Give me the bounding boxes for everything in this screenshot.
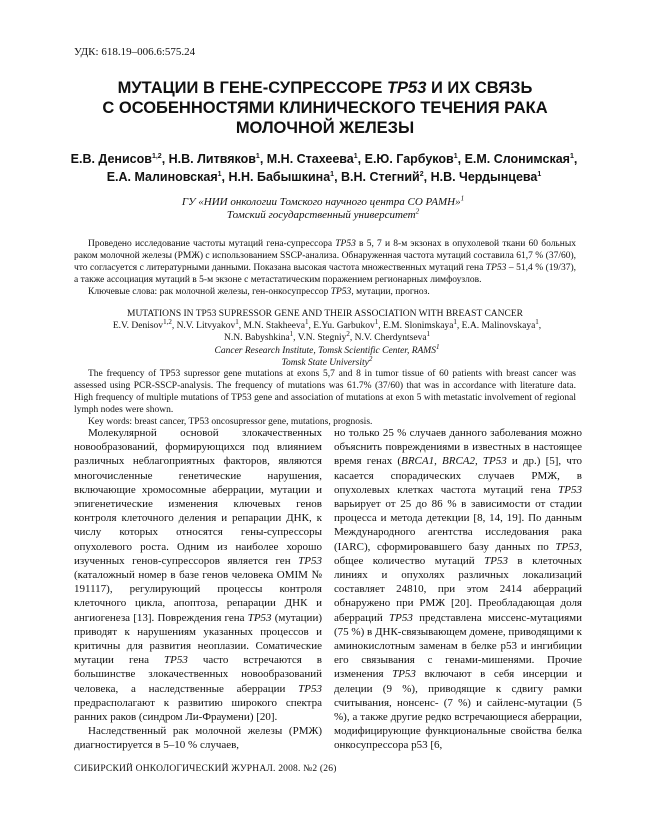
abstract-english xyxy=(74,368,576,428)
english-author-list: E.V. Denisov$^{1,2}$, N.V. Litvyakov$^1$, M.N. Stakheeva$^1$, E.Yu. Garbukov$^1$, E.M. Slonimskaya$^1$, E.A. Malinovskaya$^1$, N.N. Babyshkina$^1$, V.N. Stegniy$^2$, N.V. Cherdyntseva$^1$ xyxy=(112,317,542,343)
english-title: MUTATIONS IN TP53 SUPRESSOR GENE AND THEIR ASSOCIATION WITH BREAST CANCER xyxy=(127,309,523,319)
title-line1: МУТАЦИИ В ГЕНЕ-СУПРЕССОРЕ xyxy=(117,79,383,97)
udk-code: УДК: 618.19–006.6:575.24 xyxy=(74,46,196,58)
title-line1-end: И ИХ СВЯЗЬ xyxy=(430,79,533,97)
affiliation-1: ГУ «НИИ онкологии Томского научного центра СО РАМН» xyxy=(181,196,461,208)
author: Н.Н. Бабышкина$^1$, xyxy=(228,170,342,184)
body-paragraph: Молекулярной основой злокачественных новообразований, формирующихся под влиянием различных неблагоприятных факторов, являются многочисленные генетические нарушения, включающие хромосомные аберрации, мутации и эпигенетические изменения ключевых генов контроля клеточного деления и репарации ДНК, к числу которых относятся гены-супрессоры опухолевого роста. Одним из наиболее хорошо изученных генов-супрессоров является ген TP53 (каталожный номер в базе генов человека OMIM № 191117), регулирующий процессы контроля клеточного цикла, апоптоза, репарации ДНК и ангиогенеза [13]. Повреждения гена TP53 (мутации) приводят к нарушениям указанных процессов и критичны для развития неоплазии. Соматические мутации гена TP53 часто встречаются в большинстве злокачественных новообразований человека, а наследственные аберрации TP53 предрасполагают к развитию широкого спектра ранних раков (синдром Ли-Фраумени) [20]. xyxy=(74,427,323,724)
title-line3: МОЛОЧНОЙ ЖЕЛЕЗЫ xyxy=(235,119,415,137)
english-affiliations: Cancer Research Institute, Tomsk Scientific Center, RAMS$^1$ Tomsk State University$^2$ xyxy=(214,342,440,368)
body-paragraph: Наследственный рак молочной железы (РМЖ) диагностируется в 5–10 % случаев, xyxy=(74,725,322,752)
abstract-en-text: The frequency of TP53 supressor gene mutations at exons 5,7 and 8 in tumor tissue of 60 patients with breast cancer was assessed using PCR-SSCP-analysis. The frequency of mutations was 61.7% (37/60) that was in accordance with literature data. High frequency of multiple mutations of TP53 gene and association of mutations at exon 5 with metastatic involvement of regional lymph nodes were shown. xyxy=(74,369,576,415)
author-list xyxy=(64,150,584,186)
author: Е.Ю. Гарбуков$^1$, xyxy=(364,152,465,166)
author: В.Н. Стегний$^2$, xyxy=(341,170,431,184)
affiliation-2: Томский государственный университет xyxy=(226,209,416,221)
body-column-left xyxy=(74,426,322,753)
author: Е.В. Денисов$^{1,2}$, xyxy=(70,152,169,166)
abstract-russian xyxy=(74,238,576,298)
body-paragraph: но только 25 % случаев данного заболевания можно объяснить повреждениями в известных в настоящее время генах (BRCA1, BRCA2, TP53 и др.) [5], что касается спорадических случаев РМЖ, в опухолевых клетках частота мутаций гена TP53 варьирует от 25 до 86 % в зависимости от стадии процесса и метода детекции [8, 14, 19]. По данным Международного агентства исследования рака (IARC), сформировавшего базу данных по TP53, общее количество мутаций TP53 в клеточных линиях и опухолях различных локализаций составляет 24810, при этом 2414 аберраций обнаружено при РМЖ [20]. Преобладающая доля аберраций TP53 представлена миссенс-мутациями (75 %) в ДНК-связывающем домене, приводящими к аминокислотным заменам в белке p53 и ингибиции его связывания с генами-мишенями. Прочие изменения TP53 включают в себя инсерции и делеции (9 %), приводящие к сдвигу рамки считывания, нонсенс- (7 %) и сайленс-мутации (5 %), а также другие редко встречающиеся аберрации, модифицирующие функциональные свойства белка онкосупрессора p53 [6, xyxy=(334,427,583,752)
journal-footer: СИБИРСКИЙ ОНКОЛОГИЧЕСКИЙ ЖУРНАЛ. 2008. №2 (26) xyxy=(74,764,337,774)
author: Н.В. Чердынцева$^1$ xyxy=(430,170,542,184)
affiliations: ГУ «НИИ онкологии Томского научного центра СО РАМН»$^1$ Томский государственный университет$^2$ xyxy=(181,194,465,221)
author: Е.М. Слонимская$^1$, xyxy=(464,152,578,166)
keywords-en: Key words: breast cancer, TP53 oncosupressor gene, mutations, prognosis. xyxy=(88,417,373,427)
abstract-ru-text: Проведено исследование частоты мутаций гена-супрессора TP53 в 5, 7 и 8-м экзонах в опухолевой ткани 60 больных раком молочной железы (РМЖ) с использованием SSCP-анализа. Обнаруженная частота мутаций составила 61,7 % (37/60), что согласуется с литературными данными. Показана высокая частота множественных мутаций гена TP53 – 51,4 % (19/37), а также ассоциация мутаций в 5-м экзоне с метастатическим поражением регионарных лимфоузлов. xyxy=(74,239,576,285)
author: М.Н. Стахеева$^1$, xyxy=(266,152,365,166)
author: Н.В. Литвяков$^1$, xyxy=(168,152,267,166)
author: Е.А. Малиновская$^1$, xyxy=(106,170,229,184)
article-title xyxy=(60,78,590,138)
body-column-right xyxy=(334,426,582,753)
title-gene: TP53 xyxy=(386,79,427,97)
title-line2: С ОСОБЕННОСТЯМИ КЛИНИЧЕСКОГО ТЕЧЕНИЯ РАКА xyxy=(102,99,548,117)
keywords-ru: Ключевые слова: рак молочной железы, ген-онкосупрессор TP53, мутации, прогноз. xyxy=(88,287,430,297)
